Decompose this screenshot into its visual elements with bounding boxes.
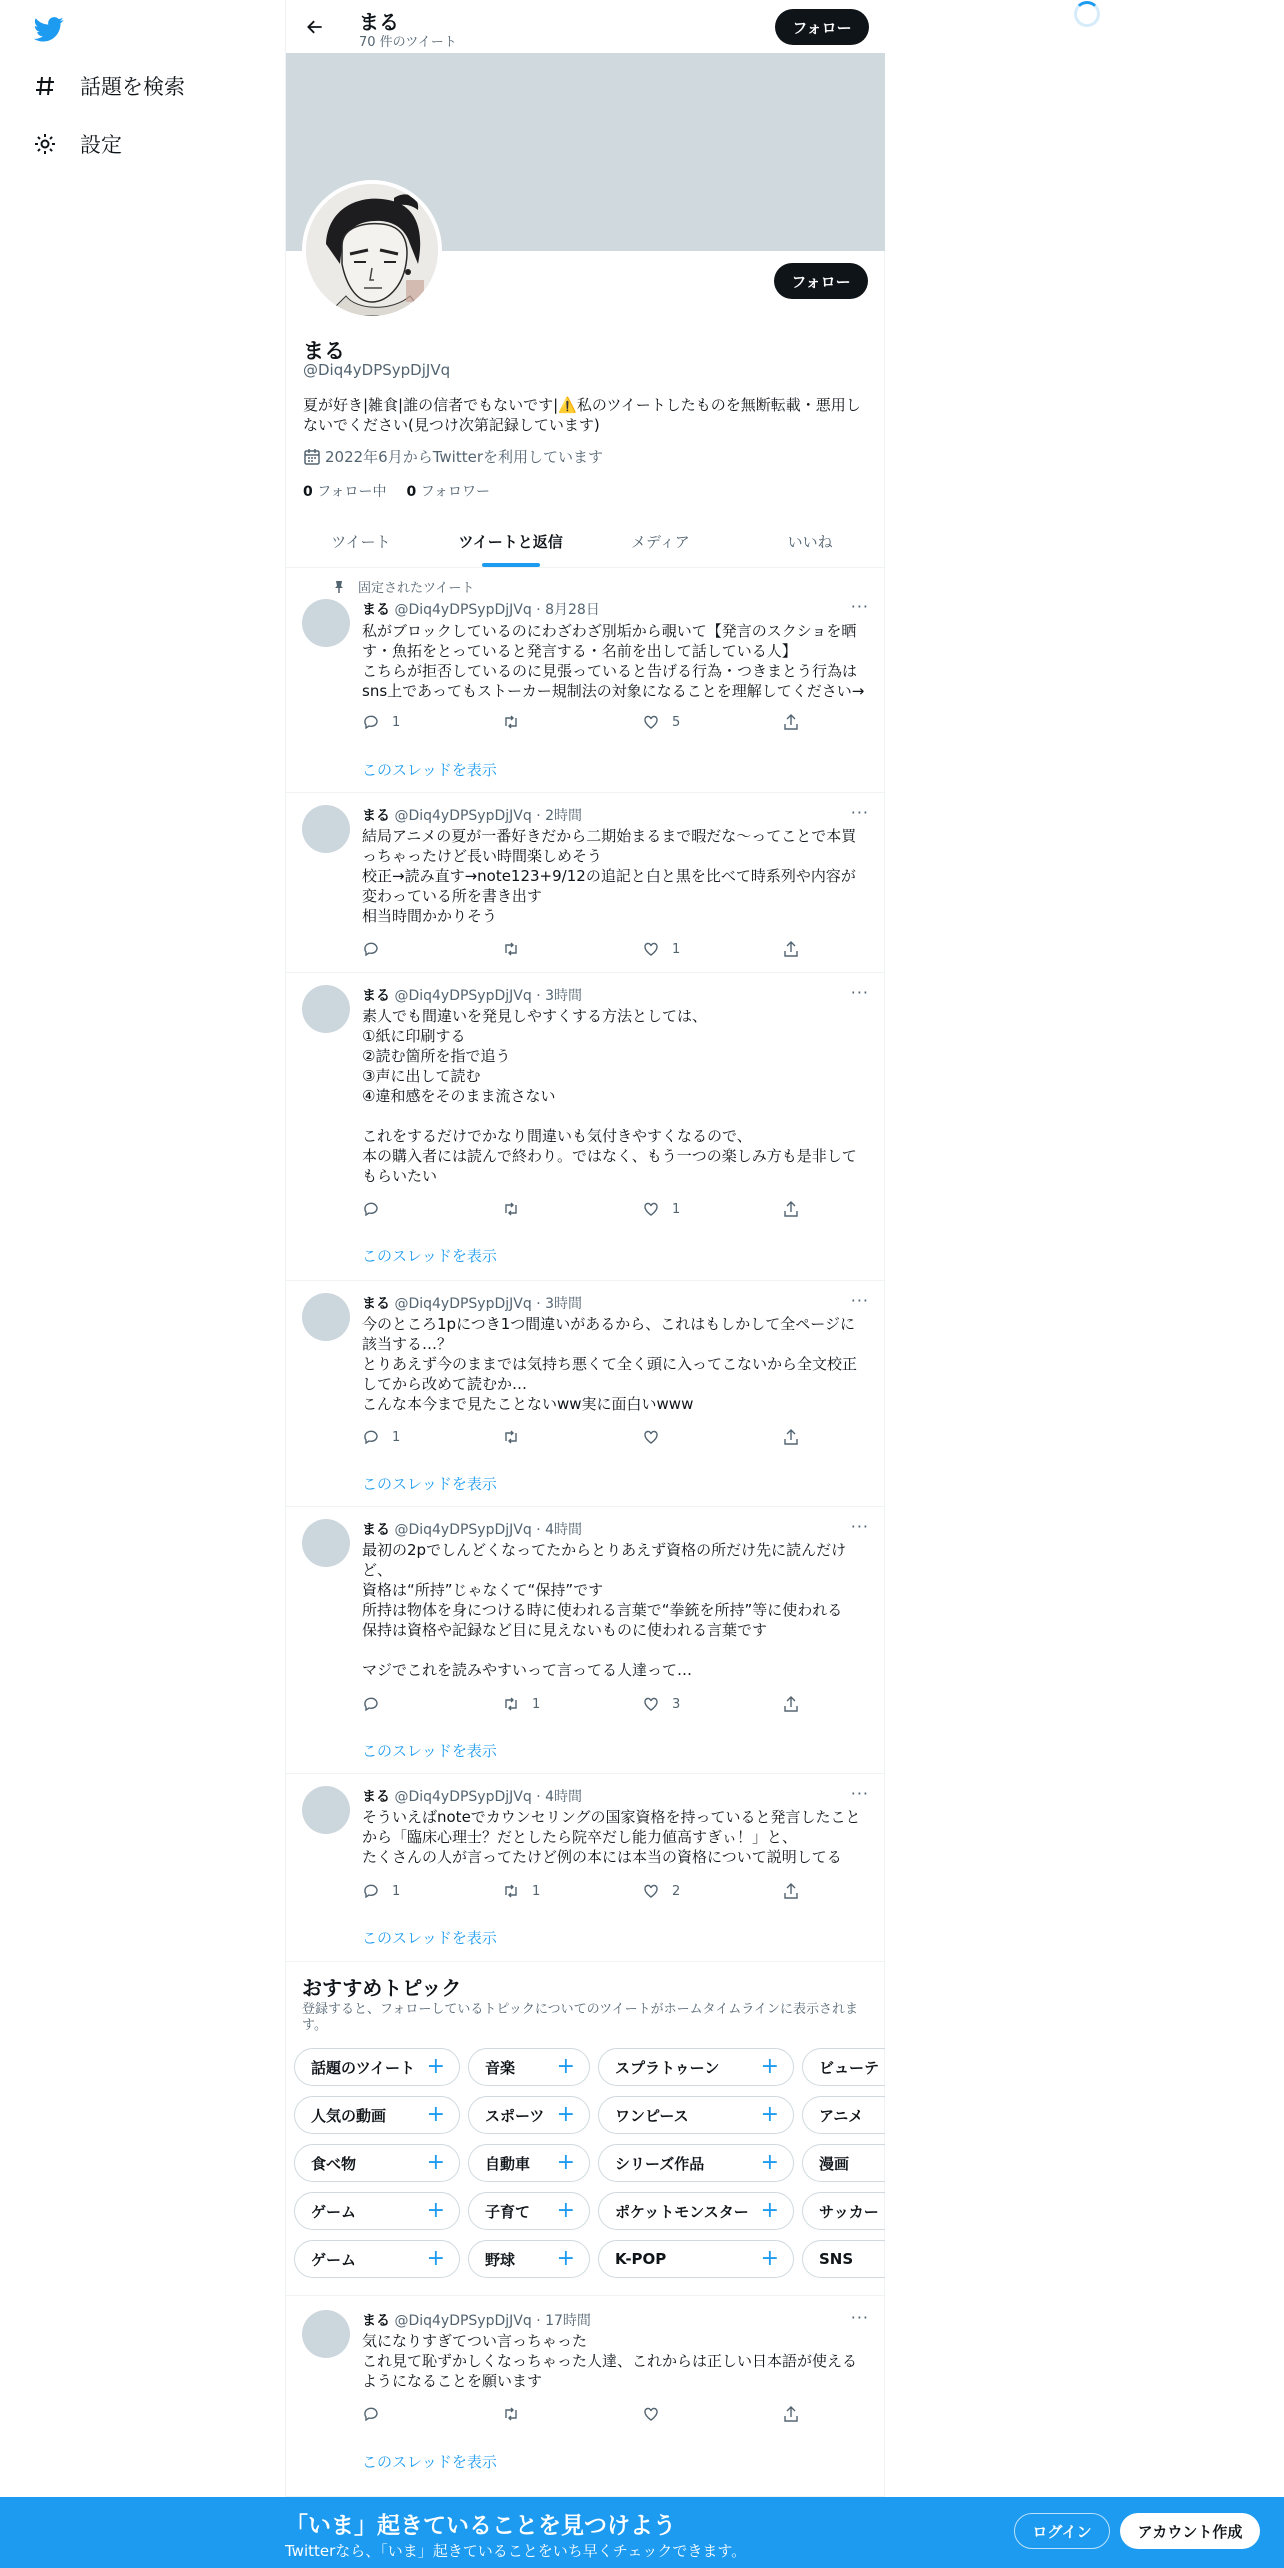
topic-label: 食べ物 — [311, 2154, 357, 2173]
recommended-topics — [286, 1962, 885, 2296]
tab-media[interactable]: メディア — [630, 532, 690, 551]
share-button[interactable] — [782, 939, 802, 959]
topic-label: 漫画 — [819, 2154, 850, 2173]
topic-label: ポケットモンスター — [615, 2202, 749, 2221]
tweet-text: 最初の2pでしんどくなってたからとりあえず資格の所だけ先に読んだけど、 資格は“所持”じゃなくて“保持”です 所持は物体を身につける時に使われる言葉で“拳銃を所持”等に使われる 保持は資格や記録など目に見えないものに使われる言葉です マジでこれを読みやすいって言ってる人達って… — [362, 1541, 847, 1679]
reply-count: 1 — [392, 714, 401, 730]
plus-icon: + — [760, 2246, 779, 2271]
share-icon — [782, 2405, 800, 2423]
plus-icon: + — [556, 2054, 575, 2079]
plus-icon: + — [760, 2102, 779, 2127]
like-button[interactable] — [642, 1199, 742, 1219]
profile-follow-button[interactable]: フォロー — [774, 263, 868, 299]
nav-explore-label: 話題を検索 — [80, 75, 185, 99]
tweet-author[interactable]: まる — [362, 2313, 390, 2329]
more-icon[interactable]: ··· — [850, 1517, 869, 1536]
avatar[interactable] — [302, 599, 350, 647]
header-name: まる — [359, 10, 399, 34]
tweet-actions — [362, 2404, 802, 2424]
tweet-card[interactable] — [286, 569, 885, 793]
tweet-actions — [362, 1427, 802, 1447]
topics-title: おすすめトピック — [302, 1976, 462, 2000]
twitter-bird-icon[interactable] — [32, 14, 66, 44]
tab-likes[interactable]: いいね — [787, 532, 833, 551]
plus-icon: + — [556, 2102, 575, 2127]
tweet-handle: @Diq4yDPSypDjJVq — [394, 1296, 532, 1312]
like-button[interactable] — [642, 1427, 742, 1447]
topic-chip[interactable] — [294, 2048, 460, 2086]
hashtag-icon — [32, 73, 58, 99]
reply-button[interactable] — [362, 1427, 462, 1447]
retweet-icon — [502, 1200, 520, 1218]
profile-avatar[interactable] — [302, 180, 442, 320]
like-button[interactable] — [642, 2404, 742, 2424]
bottom-bar-title: 「いま」起きていることを見つけよう — [285, 2513, 676, 2539]
profile-tabs — [286, 515, 885, 568]
reply-button[interactable] — [362, 939, 462, 959]
retweet-button[interactable] — [502, 1881, 602, 1901]
topic-chip[interactable] — [802, 2048, 885, 2086]
tweet-actions — [362, 1199, 802, 1219]
tweet-time[interactable]: 3時間 — [545, 1296, 583, 1312]
tab-tweets-and-replies[interactable]: ツイートと返信 — [436, 515, 586, 567]
like-count: 5 — [672, 714, 681, 730]
show-thread-link[interactable]: このスレッドを表示 — [362, 1929, 497, 1947]
plus-icon: + — [556, 2246, 575, 2271]
retweet-icon — [502, 2405, 520, 2423]
share-button[interactable] — [782, 2404, 802, 2424]
share-icon — [782, 1200, 800, 1218]
share-icon — [782, 1882, 800, 1900]
tweet-time[interactable]: 4時間 — [545, 1522, 583, 1538]
reply-icon — [362, 940, 380, 958]
reply-icon — [362, 1428, 380, 1446]
like-count: 2 — [672, 1883, 681, 1899]
back-arrow-icon[interactable] — [298, 10, 332, 44]
tweet-card[interactable] — [286, 1281, 885, 1507]
retweet-icon — [502, 1882, 520, 1900]
heart-icon — [642, 1200, 660, 1218]
retweet-count: 1 — [532, 1883, 541, 1899]
like-button[interactable] — [642, 939, 742, 959]
tweet-text: 素人でも間違いを発見しやすくする方法としては、 ①紙に印刷する ②読む箇所を指で追う ③声に出して読む ④違和感をそのまま流さない これをするだけでかなり間違いも気付きやすくなるので、 本の購入者には読んで終わり。ではなく、もう一つの楽しみ方も是非してもらいたい — [362, 1007, 857, 1185]
tweet-header: まる @Diq4yDPSypDjJVq · 8月28日 — [362, 602, 600, 618]
share-icon — [782, 713, 800, 731]
tweet-time[interactable]: 17時間 — [545, 2313, 591, 2329]
topic-label: アニメ — [819, 2106, 864, 2125]
retweet-button[interactable] — [502, 1199, 602, 1219]
profile-handle: @Diq4yDPSypDjJVq — [303, 361, 451, 379]
heart-icon — [642, 713, 660, 731]
following-link[interactable] — [303, 481, 387, 501]
plus-icon: + — [760, 2150, 779, 2175]
reply-icon — [362, 1695, 380, 1713]
plus-icon: + — [556, 2150, 575, 2175]
avatar[interactable] — [302, 805, 350, 853]
more-icon[interactable]: ··· — [850, 1291, 869, 1310]
tweet-card[interactable] — [286, 1774, 885, 1962]
retweet-button[interactable] — [502, 1427, 602, 1447]
profile-name: まる — [303, 339, 345, 363]
topic-label: スポーツ — [485, 2106, 545, 2125]
heart-icon — [642, 1882, 660, 1900]
pin-icon — [332, 580, 346, 594]
tweet-text: 結局アニメの夏が一番好きだから二期始まるまで暇だな〜ってことで本買っちゃったけど長い時間楽しめそう 校正→読み直す→note123+9/12の追記と白と黒を比べて時系列や内容が変わっている所を書き出す 相当時間かかりそう — [362, 827, 857, 925]
retweet-button[interactable] — [502, 1694, 602, 1714]
show-thread-link[interactable]: このスレッドを表示 — [362, 761, 497, 779]
tweet-card[interactable] — [286, 793, 885, 973]
tweet-text: そういえばnoteでカウンセリングの国家資格を持っていると発言したことから「臨床心理士？だとしたら院卒だし能力値高すぎぃ！」と、 たくさんの人が言ってたけど例の本には本当の資格について説明してる — [362, 1808, 861, 1866]
reply-button[interactable] — [362, 712, 462, 732]
reply-count: 1 — [392, 1429, 401, 1445]
topic-chip[interactable] — [294, 2144, 460, 2182]
pinned-label — [332, 577, 474, 596]
topic-chip[interactable] — [468, 2096, 590, 2134]
share-button[interactable] — [782, 1881, 802, 1901]
share-button[interactable] — [782, 712, 802, 732]
tweet-handle: @Diq4yDPSypDjJVq — [394, 808, 532, 824]
signup-bottom-bar — [0, 2497, 1284, 2568]
topic-label: 野球 — [485, 2250, 516, 2269]
profile-header-bar — [286, 0, 885, 53]
gear-icon — [32, 131, 58, 157]
avatar[interactable] — [302, 1293, 350, 1341]
followers-link[interactable] — [407, 481, 491, 501]
more-icon[interactable]: ··· — [850, 2308, 869, 2327]
tweet-handle: @Diq4yDPSypDjJVq — [394, 602, 532, 618]
tweet-author[interactable]: まる — [362, 1522, 390, 1538]
reply-count: 1 — [392, 1883, 401, 1899]
reply-button[interactable] — [362, 1199, 462, 1219]
reply-icon — [362, 2405, 380, 2423]
retweet-icon — [502, 713, 520, 731]
topic-chip[interactable] — [598, 2048, 794, 2086]
reply-button[interactable] — [362, 1881, 462, 1901]
topic-label: K-POP — [615, 2250, 667, 2268]
plus-icon: + — [426, 2198, 445, 2223]
plus-icon: + — [426, 2246, 445, 2271]
profile-column — [285, 0, 885, 2568]
share-icon — [782, 1695, 800, 1713]
tweet-header: まる @Diq4yDPSypDjJVq · 3時間 — [362, 1296, 583, 1312]
share-icon — [782, 1428, 800, 1446]
topic-label: ビューテ — [819, 2058, 880, 2077]
topic-chip[interactable] — [598, 2144, 794, 2182]
pinned-label-text: 固定されたツイート — [358, 581, 475, 596]
heart-icon — [642, 2405, 660, 2423]
topic-chip[interactable] — [294, 2192, 460, 2230]
tweet-header: まる @Diq4yDPSypDjJVq · 4時間 — [362, 1789, 583, 1805]
tweet-handle: @Diq4yDPSypDjJVq — [394, 988, 532, 1004]
topic-label: 話題のツイート — [311, 2058, 415, 2077]
tweet-actions — [362, 1694, 802, 1714]
profile-follow-counts — [303, 481, 490, 501]
retweet-button[interactable] — [502, 2404, 602, 2424]
like-count: 1 — [672, 1201, 681, 1217]
heart-icon — [642, 1695, 660, 1713]
heart-icon — [642, 1428, 660, 1446]
nav-settings[interactable] — [32, 124, 122, 164]
topic-label: 自動車 — [485, 2154, 531, 2173]
calendar-icon — [303, 448, 321, 466]
retweet-icon — [502, 940, 520, 958]
topic-label: サッカー — [819, 2202, 879, 2221]
nav-settings-label: 設定 — [80, 133, 122, 157]
show-thread-link[interactable]: このスレッドを表示 — [362, 1475, 497, 1493]
topic-chip[interactable] — [294, 2240, 460, 2278]
tab-tweets[interactable]: ツイート — [331, 532, 391, 551]
retweet-button[interactable] — [502, 939, 602, 959]
show-thread-link[interactable]: このスレッドを表示 — [362, 1247, 497, 1265]
tweet-header: まる @Diq4yDPSypDjJVq · 3時間 — [362, 988, 583, 1004]
tweet-handle: @Diq4yDPSypDjJVq — [394, 1789, 532, 1805]
topic-chip[interactable] — [468, 2048, 590, 2086]
reply-button[interactable] — [362, 2404, 462, 2424]
tweet-author[interactable]: まる — [362, 1296, 390, 1312]
tweet-text: 私がブロックしているのにわざわざ別垢から覗いて【発言のスクショを晒す・魚拓をとっていると発言する・名前を出して話している人】 こちらが拒否しているのに見張っていると告げる行為・つきまとう行為はsns上であってもストーカー規制法の対象になることを理解してください→ — [362, 622, 865, 700]
tweet-card[interactable] — [286, 973, 885, 1281]
loading-spinner-icon — [1074, 1, 1100, 27]
more-icon[interactable]: ··· — [850, 983, 869, 1002]
login-button[interactable]: ログイン — [1014, 2513, 1110, 2549]
like-button[interactable] — [642, 1694, 742, 1714]
avatar[interactable] — [302, 985, 350, 1033]
profile-joined — [303, 446, 603, 467]
tweet-actions — [362, 1881, 802, 1901]
tweet-time[interactable]: 8月28日 — [545, 602, 600, 618]
topic-label: 音楽 — [485, 2058, 516, 2077]
like-count: 3 — [672, 1696, 681, 1712]
retweet-icon — [502, 1428, 520, 1446]
topic-label: シリーズ作品 — [615, 2154, 705, 2173]
following-label: フォロー中 — [317, 484, 387, 500]
topic-chip[interactable] — [802, 2240, 885, 2278]
avatar[interactable] — [302, 1519, 350, 1567]
header-follow-button[interactable]: フォロー — [775, 9, 869, 45]
avatar[interactable] — [302, 1786, 350, 1834]
share-button[interactable] — [782, 1694, 802, 1714]
profile-bio: 夏が好き|雑食|誰の信者でもないです|⚠️私のツイートしたものを無断転載・悪用しないでください(見つけ次第記録しています) — [303, 396, 861, 434]
topic-chip[interactable] — [468, 2192, 590, 2230]
following-count: 0 — [303, 484, 313, 500]
topic-label: スプラトゥーン — [615, 2058, 720, 2077]
tweet-card[interactable] — [286, 2296, 885, 2497]
tweet-text: 今のところ1pにつき1つ間違いがあるから、これはもしかして全ページに該当する…？ とりあえず今のままでは気持ち悪くて全く頭に入ってこないから全文校正してから改めて読むか… こんな本今まで見たことないww実に面白いwww — [362, 1315, 858, 1413]
tweet-actions — [362, 939, 802, 959]
nav-explore[interactable] — [32, 66, 185, 106]
topic-chip[interactable] — [468, 2240, 590, 2278]
tweet-handle: @Diq4yDPSypDjJVq — [394, 1522, 532, 1538]
signup-button[interactable]: アカウント作成 — [1120, 2513, 1260, 2549]
topic-chip[interactable] — [598, 2192, 794, 2230]
tweet-author[interactable]: まる — [362, 988, 390, 1004]
tweet-header: まる @Diq4yDPSypDjJVq · 17時間 — [362, 2313, 591, 2329]
tweet-time[interactable]: 4時間 — [545, 1789, 583, 1805]
like-button[interactable] — [642, 712, 742, 732]
topic-label: 子育て — [485, 2202, 531, 2221]
show-thread-link[interactable]: このスレッドを表示 — [362, 1742, 497, 1760]
header-tweet-count: 70 件のツイート — [359, 35, 457, 50]
more-icon[interactable]: ··· — [850, 597, 869, 616]
plus-icon: + — [760, 2198, 779, 2223]
topic-label: ワンピース — [615, 2106, 689, 2125]
retweet-icon — [502, 1695, 520, 1713]
plus-icon: + — [426, 2102, 445, 2127]
topic-label: 人気の動画 — [311, 2106, 387, 2125]
heart-icon — [642, 940, 660, 958]
plus-icon: + — [760, 2054, 779, 2079]
topics-subtitle: 登録すると、フォローしているトピックについてのツイートがホームタイムラインに表示されます。 — [302, 2002, 859, 2033]
tweet-text: 気になりすぎてつい言っちゃった これ見て恥ずかしくなっちゃった人達、これからは正しい日本語が使えるようになることを願います — [362, 2332, 858, 2390]
topic-label: ゲーム — [311, 2250, 357, 2269]
like-count: 1 — [672, 941, 681, 957]
followers-count: 0 — [406, 484, 417, 500]
tweet-card[interactable] — [286, 1507, 885, 1774]
topic-label: ゲーム — [311, 2202, 357, 2221]
topic-chip[interactable] — [598, 2096, 794, 2134]
profile-joined-text: 2022年6月からTwitterを利用しています — [325, 448, 603, 466]
topic-chip[interactable] — [802, 2192, 885, 2230]
topic-label: SNS — [819, 2250, 854, 2268]
plus-icon: + — [426, 2150, 445, 2175]
followers-label: フォロワー — [420, 484, 491, 500]
share-icon — [782, 940, 800, 958]
like-button[interactable] — [642, 1881, 742, 1901]
share-button[interactable] — [782, 1427, 802, 1447]
topic-chip[interactable] — [468, 2144, 590, 2182]
topic-chip[interactable] — [802, 2144, 885, 2182]
tweet-time[interactable]: 2時間 — [545, 808, 583, 824]
topic-chip[interactable] — [598, 2240, 794, 2278]
tweet-author[interactable]: まる — [362, 808, 390, 824]
tweet-header: まる @Diq4yDPSypDjJVq · 4時間 — [362, 1522, 583, 1538]
reply-button[interactable] — [362, 1694, 462, 1714]
plus-icon: + — [426, 2054, 445, 2079]
more-icon[interactable]: ··· — [850, 1784, 869, 1803]
tweet-handle: @Diq4yDPSypDjJVq — [394, 2313, 532, 2329]
share-button[interactable] — [782, 1199, 802, 1219]
reply-icon — [362, 713, 380, 731]
topic-chip[interactable] — [294, 2096, 460, 2134]
show-thread-link[interactable]: このスレッドを表示 — [362, 2453, 497, 2471]
tweet-author[interactable]: まる — [362, 1789, 390, 1805]
more-icon[interactable]: ··· — [850, 803, 869, 822]
bottom-bar-subtitle: Twitterなら、「いま」起きていることをいち早くチェックできます。 — [285, 2542, 747, 2560]
topic-chip[interactable] — [802, 2096, 885, 2134]
tweet-author[interactable]: まる — [362, 602, 390, 618]
retweet-button[interactable] — [502, 712, 602, 732]
tweet-header: まる @Diq4yDPSypDjJVq · 2時間 — [362, 808, 583, 824]
reply-icon — [362, 1882, 380, 1900]
reply-icon — [362, 1200, 380, 1218]
tweet-time[interactable]: 3時間 — [545, 988, 583, 1004]
plus-icon: + — [556, 2198, 575, 2223]
tweet-actions — [362, 712, 802, 732]
retweet-count: 1 — [532, 1696, 541, 1712]
avatar[interactable] — [302, 2310, 350, 2358]
